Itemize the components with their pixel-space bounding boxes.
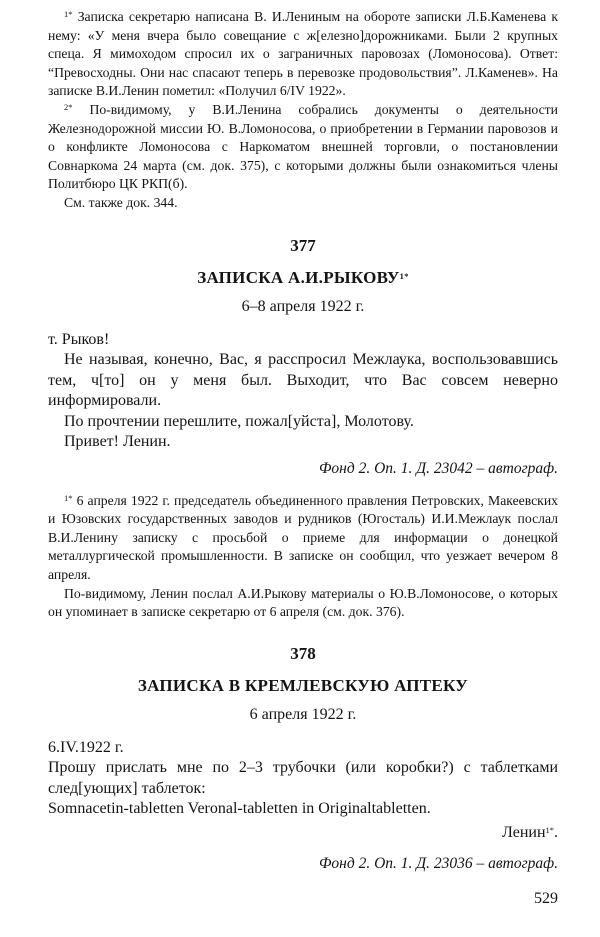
signature-footnote-marker: 1* [545, 824, 554, 835]
footnote-marker: 1* [64, 9, 73, 19]
salutation: т. Рыков! [48, 330, 110, 348]
archive-reference-377: Фонд 2. Оп. 1. Д. 23042 – автограф. [318, 459, 558, 477]
signature: Ленин$^{1*}$. [501, 823, 558, 841]
footnote-continuation: По-видимому, Ленин послал А.И.Рыкову материалы о Ю.В.Ломоносове, о которых он упоминает в записке секретарю от 6 апреля (см. док. 376). [48, 585, 558, 620]
document-number-377: 377 [290, 235, 316, 255]
footnote-marker: 1* [64, 492, 73, 503]
footnote-text: 6 апреля 1922 г. председатель объединенного правления Петровских, Макеевских и Юзовских государственных заводов и рудников (Югосталь) И.И.Межлаук послал В.И.Ленину записку с просьбой о приеме для информации о донецкой металлургической промышленности. В записке он сообщил, что уезжает вечером 8 апреля. [48, 492, 558, 582]
body-paragraph: Привет! Ленин. [64, 433, 171, 451]
title-text: ЗАПИСКА А.И.РЫКОВУ [197, 267, 400, 287]
footnote-marker: 2* [64, 101, 73, 112]
document-title-377 [48, 268, 558, 288]
footnotes-377 [48, 492, 558, 622]
title-footnote-marker: 1* [399, 270, 409, 281]
body-paragraph: Не называя, конечно, Вас, я расспросил Межлаука, воспользовавшись тем, ч[то] он у меня был. Выходит, что Вас совсем неверно информировали. [48, 351, 558, 410]
signature-text: Ленин [501, 823, 546, 841]
footnote-2 [48, 101, 558, 194]
footnote-text: Записка секретарю написана В. И.Лениным на обороте записки Л.Б.Каменева к нему: «У меня вчера было совещание с ж[елезно]дорожниками. Были 2 крупных спеца. Я мимоходом спросил их о заграничных паровозах (Ломоносова). Ответ: “Превосходны. Они нас спасают теперь в перевозке продовольствия”. Л.Каменев». На записке В.И.Ленин пометил: «Получил 6/IV 1922». [48, 9, 558, 99]
body-paragraph: По прочтении перешлите, пожал[уйста], Молотову. [64, 412, 414, 430]
footnotes-previous-document [48, 8, 558, 213]
document-page [48, 0, 558, 873]
see-also-note: См. также док. 344. [64, 194, 178, 210]
document-body-377 [48, 330, 558, 453]
document-date-378: 6 апреля 1922 г. [249, 705, 357, 723]
page-number: 529 [534, 890, 558, 907]
dateline: 6.IV.1922 г. [48, 738, 124, 756]
footnote-1 [48, 492, 558, 585]
document-body-378 [48, 738, 558, 844]
document-number-378: 378 [290, 643, 316, 663]
footnote-text: По-видимому, у В.И.Ленина собрались документы о деятельности Железнодорожной миссии Ю. В.Ломоносова, о приобретении в Германии паровозов и о конфликте Ломоносова с Наркоматом внешней торговли, о постановлении Совнаркома 24 марта (см. док. 375), с которыми должны были ознакомиться члены Политбюро ЦК РКП(б). [48, 101, 558, 192]
body-paragraph: Прошу прислать мне по 2–3 трубочки (или коробки?) с таблетками след[ующих] таблеток: [48, 759, 558, 797]
document-date-377: 6–8 апреля 1922 г. [241, 297, 365, 315]
body-paragraph: Somnacetin-tabletten Veronal-tabletten in Originaltabletten. [48, 800, 431, 818]
document-title-378: ЗАПИСКА В КРЕМЛЕВСКУЮ АПТЕКУ [137, 675, 469, 695]
footnote-1 [48, 8, 558, 101]
archive-reference-378: Фонд 2. Оп. 1. Д. 23036 – автограф. [318, 855, 558, 873]
